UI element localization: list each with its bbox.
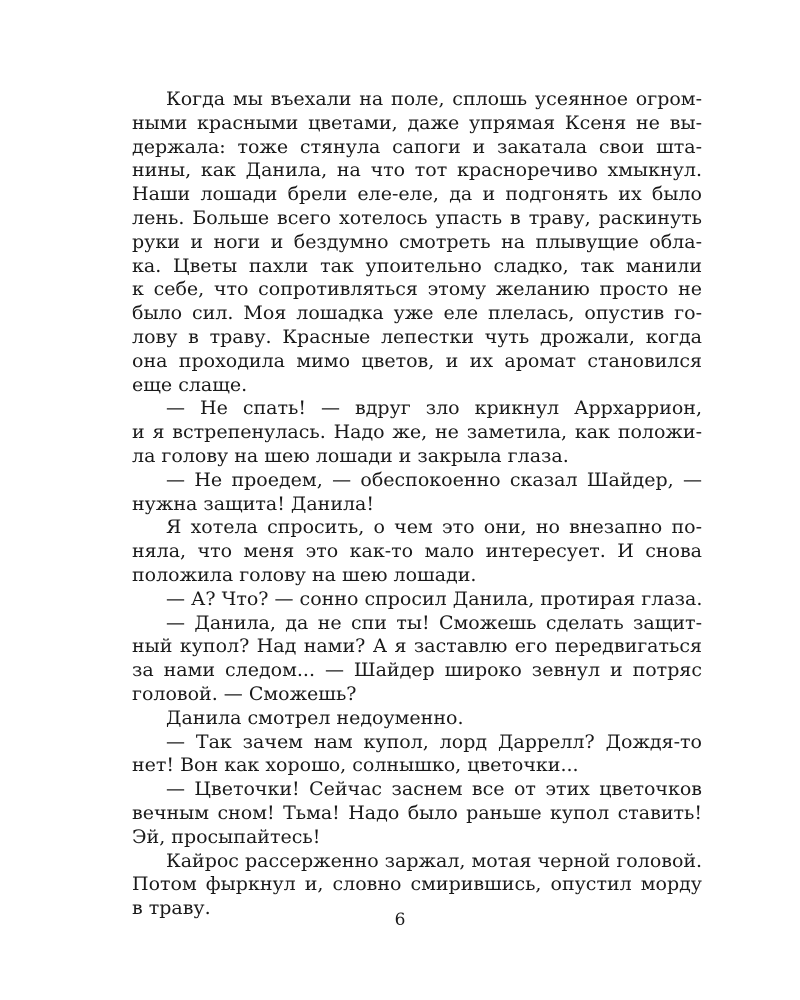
- text-line: она проходила мимо цветов, и их аромат становился: [132, 349, 702, 372]
- text-line: нины, как Данила, на что тот красноречиво хмыкнул.: [132, 159, 702, 182]
- text-line: Данила смотрел недоуменно.: [166, 706, 464, 729]
- text-line: — Не проедем, — обеспокоенно сказал Шайдер, —: [166, 468, 702, 491]
- text-line: лень. Больше всего хотелось упасть в траву, раскинуть: [132, 206, 702, 229]
- text-line: Потом фыркнул и, словно смирившись, опустил морду: [132, 873, 702, 896]
- text-line: Наши лошади брели еле-еле, да и подгонять их было: [132, 183, 702, 206]
- text-line: — Так зачем нам купол, лорд Даррелл? Дождя-то: [166, 730, 702, 753]
- text-line: — Не спать! — вдруг зло крикнул Аррхаррион,: [166, 397, 702, 420]
- text-line: ла голову на шею лошади и закрыла глаза.: [132, 444, 569, 467]
- text-line: — А? Что? — сонно спросил Данила, протирая глаза.: [166, 587, 703, 610]
- text-line: было сил. Моя лошадка уже еле плелась, опустив го-: [132, 302, 702, 325]
- text-line: и я встрепенулась. Надо же, не заметила, как положи-: [132, 421, 702, 444]
- text-line: руки и ноги и бездумно смотреть на плывущие обла-: [132, 230, 702, 253]
- text-line: Кайрос рассерженно заржал, мотая черной головой.: [166, 849, 703, 872]
- text-line: нужна защита! Данила!: [132, 492, 375, 515]
- text-line: за нами следом... — Шайдер широко зевнул и потряс: [132, 659, 702, 682]
- text-line: ный купол? Над нами? А я заставлю его передвигаться: [132, 635, 702, 658]
- text-line: головой. — Сможешь?: [132, 682, 357, 705]
- text-line: — Данила, да не спи ты! Сможешь сделать защит-: [166, 611, 702, 634]
- text-line: вечным сном! Тьма! Надо было раньше купол ставить!: [132, 801, 702, 824]
- text-line: — Цветочки! Сейчас заснем все от этих цветочков: [166, 778, 702, 801]
- text-line: к себе, что сопротивляться этому желанию просто не: [132, 278, 702, 301]
- text-line: Я хотела спросить, о чем это они, но внезапно по-: [166, 516, 702, 539]
- text-line: еще слаще.: [132, 373, 248, 396]
- text-line: ка. Цветы пахли так упоительно сладко, так манили: [132, 254, 702, 277]
- text-line: нет! Вон как хорошо, солнышко, цветочки...: [132, 754, 579, 777]
- text-line: Эй, просыпайтесь!: [132, 825, 321, 848]
- text-line: няла, что меня это как-то мало интересует. И снова: [132, 540, 702, 563]
- text-line: Когда мы въехали на поле, сплошь усеянное огром-: [166, 88, 702, 110]
- page-number: 6: [394, 910, 406, 930]
- text-line: ными красными цветами, даже упрямая Ксеня не вы-: [132, 111, 702, 134]
- text-line: в траву.: [132, 897, 211, 920]
- text-line: положила голову на шею лошади.: [132, 563, 477, 586]
- text-line: держала: тоже стянула сапоги и закатала свои шта-: [132, 135, 702, 158]
- page-body-text: [132, 88, 702, 921]
- text-line: лову в траву. Красные лепестки чуть дрожали, когда: [132, 325, 702, 348]
